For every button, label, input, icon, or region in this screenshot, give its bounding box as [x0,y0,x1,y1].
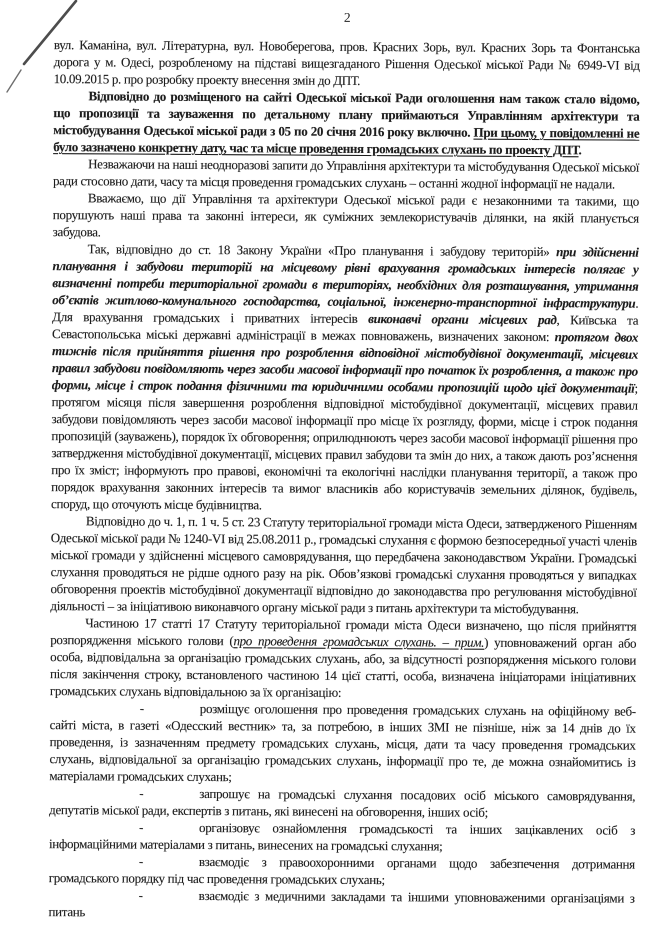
paragraph-law-article-18 [51,240,639,516]
list-item-text: організовує ознайомлення громадськості та інших зацікавлених осіб з інформаційними матеріалами з питань, винесених на громадські слухання; [48,819,636,854]
underlined-statement: При цьому, у повідомленні не було зазначено конкретну дату, час та місце проведення громадських слухань по проекту ДПТ [53,124,640,158]
note-remark: про проведення громадських слухань. – прим. [233,633,485,650]
paragraph-statute-article-23 [50,512,637,618]
list-item-text: запрошує на громадські слухання посадових осіб міського самоврядування, депутатів міської ради, експертів з питань, які винесені на обговорення, інших осіб; [49,785,636,820]
scan-crease-artifact [0,0,110,110]
law-quote: при здійсненні планування і забудови територій на місцевому рівні врахування громадських інтересів полягає у визначенні потреби територіальної громади в територіях, необхідних для розташування, утримання об’єктів житлово-комунального господарства, соціальної, інженерно-транспортної інфраструктури [52,244,639,311]
list-dash: - [138,887,143,903]
list-dash: - [139,700,144,716]
list-item-inform-public [49,818,635,856]
paragraph-statute-article-17 [50,614,637,703]
paragraph-unlawful-actions [53,189,639,244]
paragraph-announcement [53,87,639,159]
paragraph-text: . Для врахування громадських і приватних інтересів [52,295,639,327]
paragraph-text: Відповідно до ч. 1, п. 1 ч. 5 ст. 23 Статуту територіальної громади міста Одеси, затвердженого Рішенням Одеської міської ради № 1240-VI від 25.08.2011 р., громадські слухання є формою безпосередньої участі членів міської громади у здійсненні місцевого самоврядування, що передбачена законодавством України. Громадські слухання проводяться не рідше одного разу на рік. Обов’язкові громадські слухання проводяться у випадках обговорення проектів містобудівної документації відповідно до законодавства про регулювання містобудівної діяльності – за ініціативою виконавчого органу міської ради з питань архітектури та містобудування. [50,513,637,617]
paragraph-text: Частиною 17 статті 17 Статуту територіальної громади міста Одеси визначено, що після прийняття розпорядження міського голови ( [50,615,637,649]
paragraph-text: Незважаючи на наші неодноразові запити до Управління архітектури та містобудування Одеської міської ради стосовно дати, часу та місця проведення громадських слухань – останні жодної інформації не надали. [52,156,640,192]
law-quote: протягом двох тижнів після прийняття рішення про розроблення відповідної містобудівної документації, місцевих правил забудови повідомляють через засоби масової інформації про початок їх розроблення, а також про форми, місце і строк подання фізичними та юридичними особами пропозицій щодо цієї документації [51,329,639,396]
list-item-publish-announcement [49,699,636,788]
paragraph-text: Вважаємо, що дії Управління та архітектури Одеської міської ради є незаконними та такими, що порушують наші права та законні інтереси, як суміжних землекористувачів ділянки, на якій планується забудова. [52,190,639,240]
paragraph-text: ; протягом місяця після завершення розроблення відповідної містобудівної документації, місцевих правил забудови повідомляють через засоби масової інформації про місце їх розгляду, форми, місце і строк подання пропозицій (зауважень), порядок їх обговорення; оприлюднюють через засоби масової інформації рішення про затвердження містобудівної документації, місцевих правил забудови та змін до них, а також дають роз’яснення про їх зміст; інформують про правові, економічні та екологічні наслідки планування території, а також про порядок врахування законних інтересів та вимог власників або користувачів земельних ділянок, будівель, споруд, що оточують місце будівництва. [51,380,638,513]
document-body [49,36,640,924]
paragraph-text: Так, відповідно до ст. 18 Закону України «Про планування і забудову територій» [87,241,557,260]
list-item-text: взаємодіє з медичними закладами та іншими уповноваженими організаціями з питань [48,887,635,920]
list-dash: - [139,785,144,801]
list-dash: - [139,819,144,835]
list-dash: - [138,853,143,869]
list-item-text: взаємодіє з правоохоронними органами щодо забезпечення дотримання громадського порядку під час проведення громадських слухань; [48,853,635,888]
list-item-invite-officials [49,784,635,822]
paragraph-text: . [578,142,582,158]
paragraph-text: Відповідно до розміщеного на сайті Одеської міської Ради оголошення нам також стало відомо, що пропозиції та зауваження по детальному плану приймаються Управлінням архітектури та містобудування Одеської міської ради з 05 по 20 січня 2016 року включно. [53,88,640,140]
page-number: 2 [343,9,352,25]
paragraph-no-information [53,155,639,193]
paragraph-text: вул. Каманіна, вул. Літературна, вул. Новоберегова, пров. Красних Зорь, вул. Красних Зорь та Фонтанська дорога у м. Одесі, розробленому на підставі вищезгаданого Рішення Одеської міської Ради № 6949-VI від 10.09.2015 р. про розробку проекту внесення змін до ДПТ. [53,37,640,88]
list-item-law-enforcement [49,852,635,890]
paragraph-text: , Київська та Севастопольська міські державні адміністрації в межах повноважень, визначених законом: [52,312,639,345]
list-item-medical-institutions [49,886,635,924]
list-item-text: розміщує оголошення про проведення громадських слухань на офіційному веб-сайті міста, в газеті «Одесский вестник» та, за потребою, в інших ЗМІ не пізніше, ніж за 14 днів до їх проведення, із зазначенням предмету громадських слухань, місця, дати та часу проведення громадських слухань, відповідальної за організацію громадських слухань, інформації про те, де можна ознайомитись із матеріалами громадських слухань; [49,700,636,785]
paragraph-text: ) уповноважений орган або особа, відповідальна за організацію громадських слухань, або, за відсутності розпорядження міського голови після закінчення строку, встановленого частиною 14 цієї статті, особа, визначена ініціаторами ініціативних громадських слухань відповідальною за їх організацію: [49,634,637,700]
law-quote: виконавчі органи місцевих рад [368,311,557,328]
paragraph-street-list [54,36,640,91]
